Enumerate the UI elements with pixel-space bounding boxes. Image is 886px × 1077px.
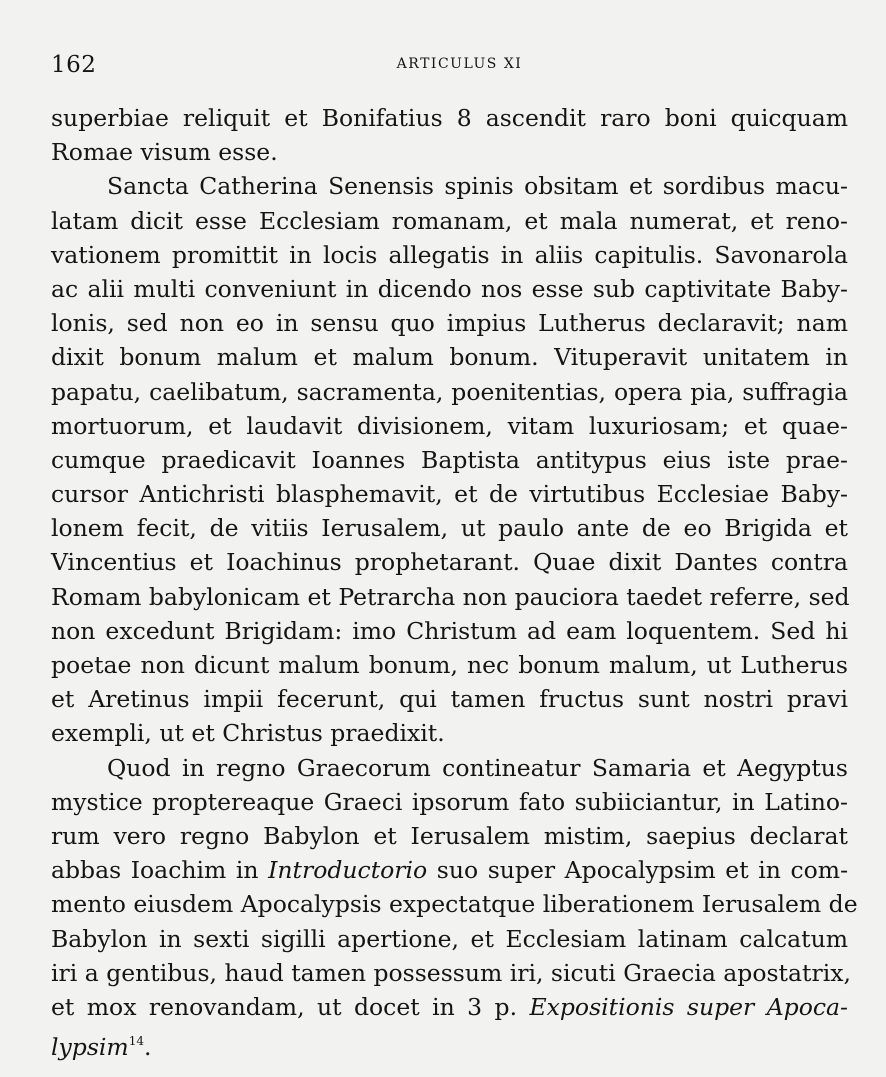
text-line: Quod in regno Graecorum contineatur Samaria et Aegyptus (107, 753, 848, 782)
text-line: dixit bonum malum et malum bonum. Vituperavit unitatem in (51, 343, 848, 372)
text-line (51, 1024, 848, 1062)
footnote-reference[interactable]: 14 (128, 1034, 144, 1049)
text-line: lonem fecit, de vitiis Ierusalem, ut paulo ante de eo Brigida et (51, 514, 848, 543)
running-head (51, 52, 840, 82)
text-line: lonis, sed non eo in sensu quo impius Lutherus declaravit; nam (51, 309, 848, 338)
text-line: Sancta Catherina Senensis spinis obsitam et sordibus macu- (107, 172, 848, 201)
body-text (51, 101, 858, 1062)
text-line: Vincentius et Ioachinus prophetarant. Quae dixit Dantes contra (51, 548, 848, 577)
text-line: ac alii multi conveniunt in dicendo nos esse sub captivitate Baby- (51, 274, 848, 303)
text-line: rum vero regno Babylon et Ierusalem mistim, saepius declarat (51, 821, 848, 850)
text-line (51, 853, 848, 887)
text-line: mento eiusdem Apocalypsis expectatque liberationem Ierusalem de (51, 890, 858, 919)
text-line: mystice proptereaque Graeci ipsorum fato subiiciantur, in Latino- (51, 787, 848, 816)
book-title-italic: lypsim (51, 1033, 129, 1062)
paragraph-3 (51, 751, 858, 1062)
text-line: superbiae reliquit et Bonifatius 8 ascendit raro boni quicquam (51, 104, 848, 132)
text-line: Romae visum esse. (51, 138, 278, 167)
text-line: et Aretinus impii fecerunt, qui tamen fructus sunt nostri pravi (51, 685, 848, 714)
text-segment: suo super Apocalypsim et in com- (427, 856, 849, 885)
text-line: papatu, caelibatum, sacramenta, poenitentias, opera pia, suffragia (51, 377, 848, 406)
text-line: cumque praedicavit Ioannes Baptista antitypus eius iste prae- (51, 445, 848, 474)
book-title-italic: Expositionis super Apoca- (529, 992, 848, 1021)
text-line: Babylon in sexti sigilli apertione, et Ecclesiam latinam calcatum (51, 924, 848, 953)
text-line: latam dicit esse Ecclesiam romanam, et mala numerat, et reno- (51, 206, 848, 235)
text-line: Romam babylonicam et Petrarcha non pauciora taedet referre, sed (51, 582, 850, 611)
text-line: vationem promittit in locis allegatis in aliis capitulis. Savonarola (51, 240, 848, 269)
book-title-italic: Introductorio (268, 856, 428, 885)
page-number: 162 (51, 52, 97, 78)
text-line: cursor Antichristi blasphemavit, et de virtutibus Ecclesiae Baby- (51, 480, 848, 509)
text-segment: abbas Ioachim in (51, 856, 269, 885)
paragraph-1 (51, 101, 848, 169)
text-segment: . (143, 1033, 152, 1062)
text-line: exempli, ut et Christus praedixit. (51, 719, 445, 748)
text-line: non excedunt Brigidam: imo Christum ad eam loquentem. Sed hi (51, 616, 848, 645)
text-line: mortuorum, et laudavit divisionem, vitam luxuriosam; et quae- (51, 411, 848, 440)
text-line (51, 990, 848, 1024)
chapter-title: ARTICULUS XI (396, 56, 523, 72)
text-line: iri a gentibus, haud tamen possessum iri, sicuti Graecia apostatrix, (51, 958, 851, 987)
text-line: poetae non dicunt malum bonum, nec bonum malum, ut Lutherus (51, 651, 848, 679)
paragraph-2 (51, 169, 848, 750)
text-segment: et mox renovandam, ut docet in 3 p. (51, 992, 530, 1021)
